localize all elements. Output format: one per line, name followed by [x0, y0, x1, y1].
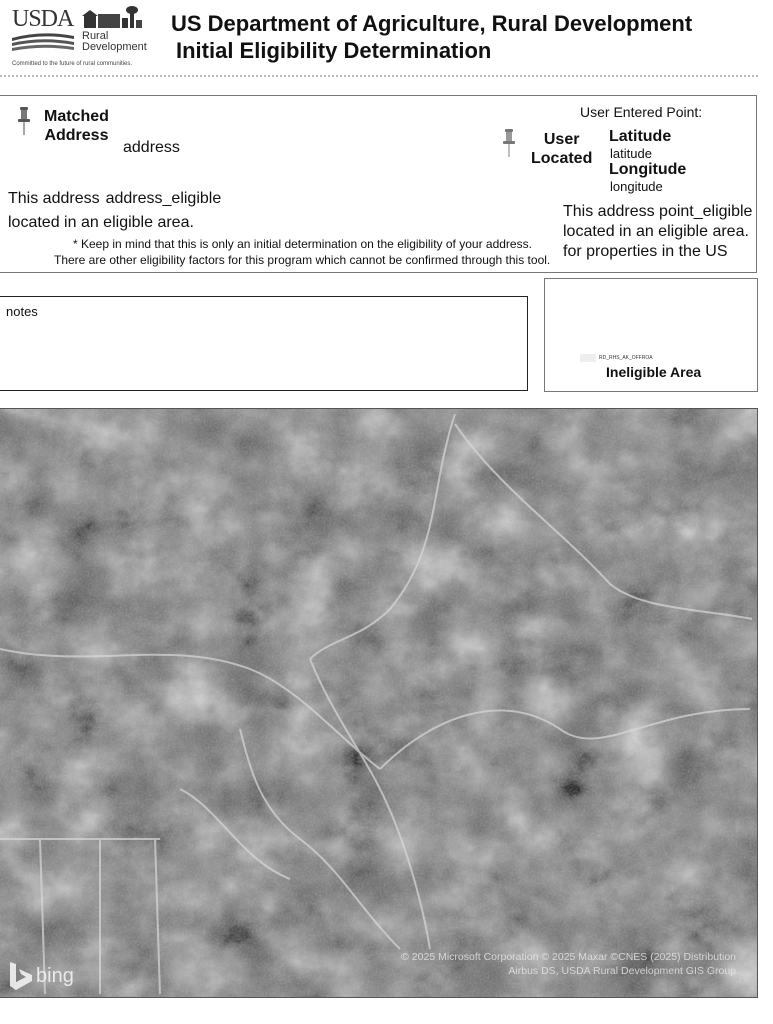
point-eligible-value: point_eligible [659, 203, 753, 220]
pushpin-icon [500, 128, 518, 158]
notes-box [0, 296, 528, 391]
point-eligibility-line3: for properties in the US [563, 243, 728, 260]
page-title: US Department of Agriculture, Rural Development [171, 11, 693, 36]
copyright-line1: © 2025 Microsoft Corporation © 2025 Maxar ©CNES (2025) Distribution [401, 951, 736, 963]
user-label-line1: User [543, 131, 580, 148]
copyright-line2: Airbus DS, USDA Rural Development GIS Group [508, 965, 736, 977]
logo-development: Development [82, 41, 147, 53]
disclaimer-line2: There are other eligibility factors for this program which cannot be confirmed through this tool. [54, 253, 551, 267]
address-eligibility-suffix: located in an eligible area. [8, 214, 194, 231]
latitude-value: latitude [610, 146, 652, 161]
point-eligibility-line2: located in an eligible area. [563, 223, 749, 240]
user-entered-point-heading: User Entered Point: [580, 104, 703, 120]
user-located-label [531, 130, 592, 168]
matched-label-line2: Address [44, 127, 109, 144]
point-eligibility-prefix: This address [563, 203, 655, 220]
rural-development-logo-text [82, 31, 147, 53]
notes-text: notes [6, 304, 38, 319]
pushpin-icon [15, 106, 33, 136]
legend-layer-code: RD_RHS_AK_OFFROA [599, 355, 653, 361]
logo-tagline: Committed to the future of rural communities. [12, 61, 133, 67]
logo-rural: Rural [82, 30, 109, 42]
legend-swatch [580, 354, 596, 362]
address-eligible-value: address_eligible [105, 190, 222, 207]
matched-address-value: address [123, 139, 180, 156]
disclaimer-line1: * Keep in mind that this is only an initial determination on the eligibility of your address. [73, 237, 532, 251]
usda-swoosh-logo [12, 30, 74, 52]
longitude-label: Longitude [609, 161, 687, 178]
legend-label: Ineligible Area [606, 364, 702, 380]
matched-label-line1: Matched [44, 108, 109, 125]
latitude-label: Latitude [609, 128, 672, 145]
address-eligibility-prefix: This address [8, 190, 100, 207]
satellite-map[interactable] [0, 408, 758, 998]
rural-development-building-logo [82, 6, 144, 30]
page-subtitle: Initial Eligibility Determination [176, 38, 492, 63]
header-divider [0, 75, 758, 77]
point-eligibility-statement [563, 203, 752, 221]
longitude-value: longitude [610, 179, 663, 194]
address-eligibility-statement [8, 190, 221, 208]
matched-address-label [44, 107, 109, 145]
bing-wordmark: bing [36, 965, 74, 987]
usda-logo-text: USDA [12, 6, 74, 32]
user-label-line2: Located [531, 150, 593, 167]
map-copyright [388, 950, 736, 978]
bing-logo-icon [6, 960, 86, 992]
map-imagery [0, 409, 758, 998]
